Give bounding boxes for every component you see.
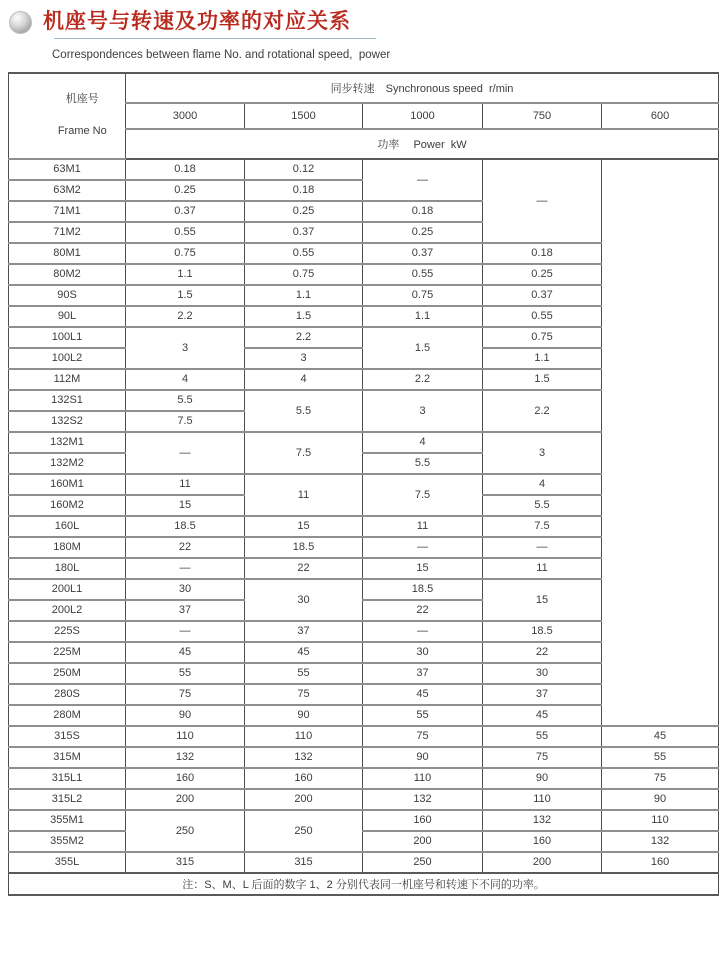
power-cell: 0.18 (126, 159, 245, 180)
power-cell: 55 (245, 663, 363, 684)
frame-no-cell: 100L2 (9, 348, 126, 369)
frame-no-cell: 160L (9, 516, 126, 537)
frame-no-header-en: Frame No (57, 124, 107, 137)
power-cell: 160 (245, 768, 363, 789)
power-cell: 3 (363, 390, 483, 432)
frame-no-cell: 71M2 (9, 222, 126, 243)
power-cell: 90 (245, 705, 363, 726)
power-cell: 0.25 (126, 180, 245, 201)
power-cell: 55 (363, 705, 483, 726)
power-cell: 132 (602, 831, 719, 852)
power-cell: 45 (483, 705, 602, 726)
frame-no-cell: 63M1 (9, 159, 126, 180)
frame-no-cell: 63M2 (9, 180, 126, 201)
power-cell: 0.75 (126, 243, 245, 264)
frame-no-cell: 315L1 (9, 768, 126, 789)
frame-no-cell: 280M (9, 705, 126, 726)
sync-speed-header: 同步转速 Synchronous speed r/min (126, 73, 719, 103)
power-cell: 0.37 (126, 201, 245, 222)
frame-no-header-zh: 机座号 (65, 93, 99, 106)
power-cell: 132 (126, 747, 245, 768)
power-cell: 0.18 (483, 243, 602, 264)
power-cell: 250 (126, 810, 245, 852)
power-cell: 2.2 (363, 369, 483, 390)
power-cell: 37 (363, 663, 483, 684)
power-cell: 5.5 (245, 390, 363, 432)
speed-col-header: 1000 (363, 103, 483, 129)
power-cell: 7.5 (245, 432, 363, 474)
table-note: 注：S、M、L 后面的数字 1、2 分别代表同一机座号和转速下不同的功率。 (9, 873, 719, 895)
power-cell: — (483, 159, 602, 243)
power-cell: 1.5 (363, 327, 483, 369)
power-cell: 1.5 (245, 306, 363, 327)
power-cell: 5.5 (483, 495, 602, 516)
power-cell: 7.5 (483, 516, 602, 537)
power-cell: 90 (126, 705, 245, 726)
power-cell: 18.5 (483, 621, 602, 642)
power-cell: 160 (126, 768, 245, 789)
power-cell: 4 (483, 474, 602, 495)
power-cell: 132 (363, 789, 483, 810)
power-cell: 18.5 (126, 516, 245, 537)
speed-col-header: 600 (602, 103, 719, 129)
frame-no-cell: 180L (9, 558, 126, 579)
power-cell: 110 (363, 768, 483, 789)
power-cell: 45 (245, 642, 363, 663)
power-cell: 160 (602, 852, 719, 873)
power-cell: 18.5 (245, 537, 363, 558)
power-cell: 37 (483, 684, 602, 705)
power-cell: 90 (602, 789, 719, 810)
power-cell: 15 (483, 579, 602, 621)
table-body (9, 159, 719, 873)
frame-no-cell: 80M2 (9, 264, 126, 285)
frame-no-cell: 112M (9, 369, 126, 390)
power-cell: 15 (245, 516, 363, 537)
table-row (9, 852, 719, 873)
power-cell: 1.1 (245, 285, 363, 306)
frame-no-cell: 132M2 (9, 453, 126, 474)
power-cell: 2.2 (245, 327, 363, 348)
power-cell: 75 (363, 726, 483, 747)
power-cell: 5.5 (126, 390, 245, 411)
power-cell: 3 (126, 327, 245, 369)
power-cell: 0.75 (245, 264, 363, 285)
frame-no-cell: 160M1 (9, 474, 126, 495)
frame-no-cell: 160M2 (9, 495, 126, 516)
table-footer (9, 873, 719, 895)
page-header (0, 0, 721, 61)
power-cell: 110 (483, 789, 602, 810)
power-cell: 75 (483, 747, 602, 768)
power-cell: 200 (126, 789, 245, 810)
power-cell: 22 (363, 600, 483, 621)
power-cell: 0.37 (363, 243, 483, 264)
power-cell: 0.55 (483, 306, 602, 327)
power-cell: 4 (363, 432, 483, 453)
frame-no-cell: 280S (9, 684, 126, 705)
sphere-bullet-icon (9, 11, 32, 34)
power-table (8, 72, 719, 896)
power-cell: 75 (602, 768, 719, 789)
power-cell: 1.5 (126, 285, 245, 306)
power-cell: 18.5 (363, 579, 483, 600)
frame-no-cell: 180M (9, 537, 126, 558)
speed-col-header: 1500 (245, 103, 363, 129)
power-cell: 30 (363, 642, 483, 663)
power-cell: 0.12 (245, 159, 363, 180)
frame-no-cell: 355M1 (9, 810, 126, 831)
frame-no-cell: 225M (9, 642, 126, 663)
power-cell: 110 (126, 726, 245, 747)
power-cell: 0.18 (245, 180, 363, 201)
power-cell: 315 (126, 852, 245, 873)
power-cell: 0.55 (126, 222, 245, 243)
power-cell: 22 (483, 642, 602, 663)
power-cell: 160 (483, 831, 602, 852)
frame-no-header (9, 73, 126, 159)
power-cell: 0.18 (363, 201, 483, 222)
power-cell: 7.5 (363, 474, 483, 516)
power-cell: 0.75 (483, 327, 602, 348)
power-cell: 0.25 (245, 201, 363, 222)
power-cell: 250 (245, 810, 363, 852)
speed-col-header: 3000 (126, 103, 245, 129)
frame-no-cell: 71M1 (9, 201, 126, 222)
power-cell: 4 (126, 369, 245, 390)
power-cell: 15 (126, 495, 245, 516)
power-cell: 0.55 (363, 264, 483, 285)
frame-no-cell: 355M2 (9, 831, 126, 852)
frame-no-cell: 100L1 (9, 327, 126, 348)
power-cell: 75 (245, 684, 363, 705)
frame-no-cell: 315S (9, 726, 126, 747)
power-cell: 3 (483, 432, 602, 474)
power-cell: 1.5 (483, 369, 602, 390)
power-cell: 250 (363, 852, 483, 873)
power-cell: 3 (245, 348, 363, 369)
frame-no-cell: 90S (9, 285, 126, 306)
power-cell: 0.37 (245, 222, 363, 243)
power-cell: 55 (126, 663, 245, 684)
frame-no-cell: 355L (9, 852, 126, 873)
power-cell: 22 (245, 558, 363, 579)
power-cell: 0.25 (363, 222, 483, 243)
power-cell: 1.1 (363, 306, 483, 327)
power-cell: 22 (126, 537, 245, 558)
power-cell: 11 (483, 558, 602, 579)
power-cell: 90 (483, 768, 602, 789)
power-cell: 1.1 (483, 348, 602, 369)
power-cell: 0.37 (483, 285, 602, 306)
power-cell: 37 (126, 600, 245, 621)
power-cell: 200 (245, 789, 363, 810)
power-cell: 11 (126, 474, 245, 495)
frame-no-cell: 90L (9, 306, 126, 327)
frame-no-cell: 132S2 (9, 411, 126, 432)
power-cell: 45 (363, 684, 483, 705)
power-cell: — (483, 537, 602, 558)
frame-no-cell: 200L2 (9, 600, 126, 621)
power-cell: 315 (245, 852, 363, 873)
table-row (9, 747, 719, 768)
title-row (9, 10, 721, 34)
power-cell: 15 (363, 558, 483, 579)
power-cell: 0.25 (483, 264, 602, 285)
power-cell: 110 (602, 810, 719, 831)
frame-no-cell: 80M1 (9, 243, 126, 264)
table-row (9, 726, 719, 747)
power-cell: 1.1 (126, 264, 245, 285)
frame-no-cell: 200L1 (9, 579, 126, 600)
power-cell: 110 (245, 726, 363, 747)
power-cell: 55 (483, 726, 602, 747)
table-header (9, 73, 719, 159)
table-row (9, 159, 719, 180)
power-cell: 2.2 (483, 390, 602, 432)
page-title: 机座号与转速及功率的对应关系 (43, 10, 351, 33)
power-cell: 200 (483, 852, 602, 873)
table-row (9, 789, 719, 810)
power-cell: 4 (245, 369, 363, 390)
power-cell: 45 (602, 726, 719, 747)
power-cell: 132 (483, 810, 602, 831)
power-cell: 160 (363, 810, 483, 831)
power-cell: — (363, 537, 483, 558)
power-cell: 55 (602, 747, 719, 768)
frame-no-cell: 132M1 (9, 432, 126, 453)
power-cell: 0.55 (245, 243, 363, 264)
power-cell: 11 (363, 516, 483, 537)
power-cell: 30 (245, 579, 363, 621)
power-cell: — (126, 558, 245, 579)
power-cell: 45 (126, 642, 245, 663)
power-cell: 7.5 (126, 411, 245, 432)
frame-no-cell: 132S1 (9, 390, 126, 411)
power-cell: — (126, 432, 245, 474)
power-cell: 30 (126, 579, 245, 600)
power-cell: — (126, 621, 245, 642)
power-cell: — (363, 159, 483, 201)
power-cell: 5.5 (363, 453, 483, 474)
power-cell: 30 (483, 663, 602, 684)
frame-no-cell: 315L2 (9, 789, 126, 810)
power-cell: 132 (245, 747, 363, 768)
frame-no-cell: 225S (9, 621, 126, 642)
frame-no-cell: 250M (9, 663, 126, 684)
table-row (9, 810, 719, 831)
power-cell: 37 (245, 621, 363, 642)
power-cell (602, 159, 719, 726)
note-row (9, 873, 719, 895)
power-header: 功率 Power kW (126, 129, 719, 159)
header-row-speed-title (9, 73, 719, 103)
power-cell: 2.2 (126, 306, 245, 327)
speed-col-header: 750 (483, 103, 602, 129)
table-row (9, 768, 719, 789)
frame-no-cell: 315M (9, 747, 126, 768)
power-cell: — (363, 621, 483, 642)
title-underline (54, 38, 376, 39)
power-cell: 0.75 (363, 285, 483, 306)
power-cell: 75 (126, 684, 245, 705)
power-cell: 11 (245, 474, 363, 516)
table-row (9, 831, 719, 852)
page-subtitle: Correspondences between flame No. and rotational speed, power (52, 49, 391, 62)
power-cell: 200 (363, 831, 483, 852)
power-cell: 90 (363, 747, 483, 768)
